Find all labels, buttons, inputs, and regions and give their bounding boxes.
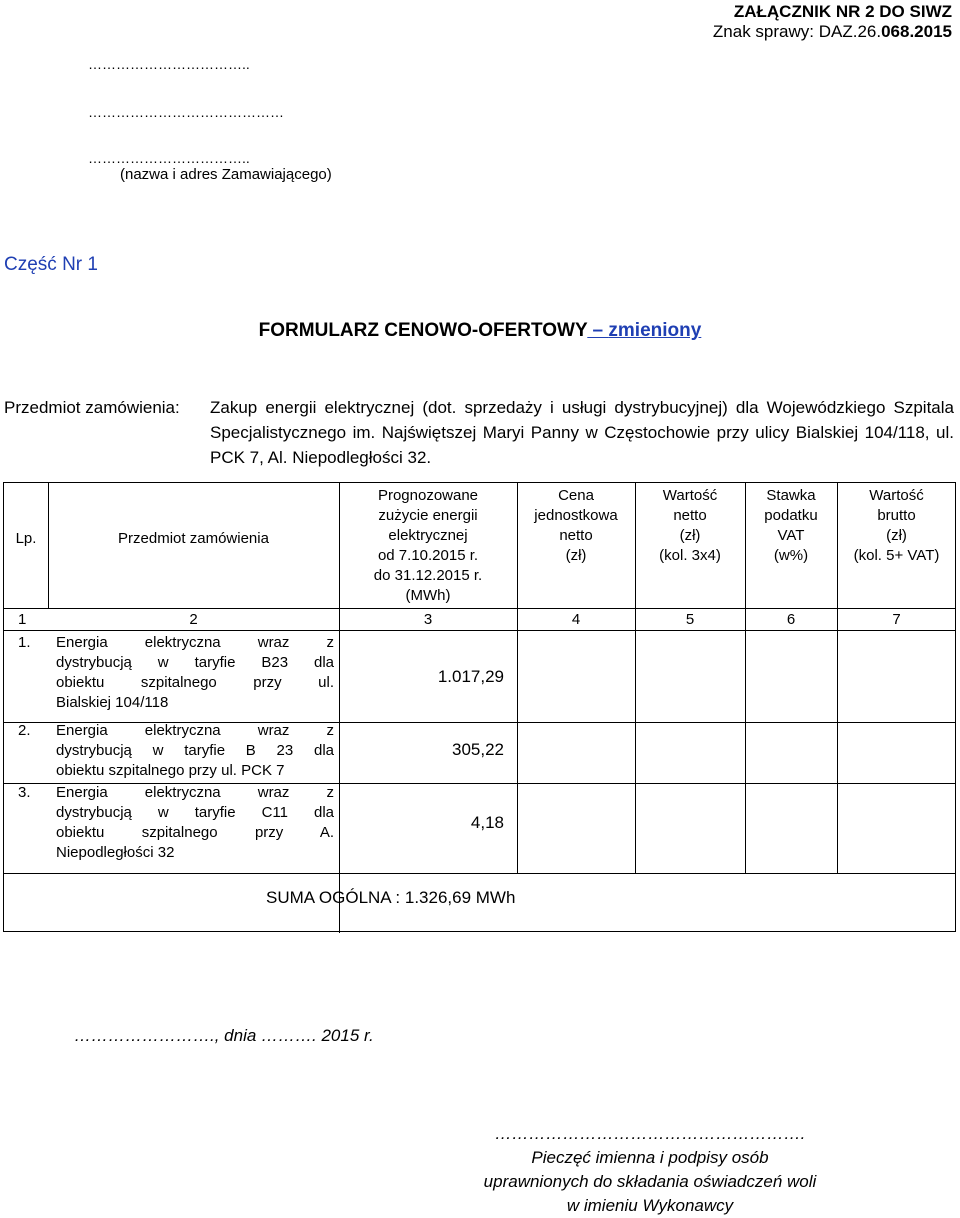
row-3-description: Energia elektryczna wraz z dystrybucją w taryfie C11 dla obiektu szpitalnego przy A. Niepodległości 32 — [56, 784, 334, 861]
price-table — [3, 482, 956, 932]
header-vat-rate: Stawka podatku VAT (w%) — [764, 487, 818, 564]
signature-dots: ………………………………………………. — [494, 1124, 806, 1143]
case-number: Znak sprawy: DAZ.26.068.2015 — [712, 22, 952, 41]
total-sum: SUMA OGÓLNA : 1.326,69 MWh — [266, 888, 516, 907]
subject-label: Przedmiot zamówienia: — [4, 398, 180, 417]
contracting-dots-1: …………………………….. — [88, 56, 250, 72]
attachment-label: ZAŁĄCZNIK NR 2 DO SIWZ — [733, 2, 952, 21]
header-lp: Lp. — [15, 530, 37, 547]
header-net-value: Wartość netto (zł) (kol. 3x4) — [659, 487, 721, 564]
col-number-3: 3 — [423, 611, 433, 628]
row-1-forecast: 1.017,29 — [437, 667, 504, 686]
signature-line-2: uprawnionych do składania oświadczeń woli — [483, 1172, 817, 1191]
subject-text: Zakup energii elektrycznej (dot. sprzedaży i usługi dystrybucyjnej) dla Wojewódzkiego Szpitala Specjalistycznego im. Najświętszej Maryi Panny w Częstochowie przy ulicy Bialskiej 104/118, ul. PCK 7, Al. Niepodległości 32. — [210, 398, 954, 467]
row-2-lp: 2. — [18, 722, 31, 739]
signature-block — [440, 1122, 860, 1218]
row-2-description: Energia elektryczna wraz z dystrybucją w taryfie B 23 dla obiektu szpitalnego przy ul. PCK 7 — [56, 722, 334, 779]
header-forecast: Prognozowane zużycie energii elektrycznej od 7.10.2015 r. do 31.12.2015 r. (MWh) — [373, 487, 483, 604]
subject-section — [4, 395, 956, 470]
document-header — [713, 2, 952, 42]
part-heading: Część Nr 1 — [4, 254, 98, 275]
signature-line-1: Pieczęć imienna i podpisy osób — [531, 1148, 769, 1167]
place-date-line: ……………………., dnia ………. 2015 r. — [74, 1026, 374, 1045]
form-title: FORMULARZ CENOWO-OFERTOWY – zmieniony — [258, 320, 702, 341]
contracting-label: (nazwa i adres Zamawiającego) — [120, 166, 332, 183]
signature-line-3: w imieniu Wykonawcy — [566, 1196, 734, 1215]
col-number-7: 7 — [892, 611, 901, 628]
row-3-lp: 3. — [18, 784, 31, 801]
row-2-forecast: 305,22 — [452, 740, 504, 759]
contracting-dots-2: …………………………………… — [88, 104, 284, 120]
col-number-6: 6 — [786, 611, 796, 628]
row-1-lp: 1. — [18, 634, 31, 651]
contracting-dots-3: …………………………….. — [88, 150, 250, 166]
row-1-description: Energia elektryczna wraz z dystrybucją w taryfie B23 dla obiektu szpitalnego przy ul. Bialskiej 104/118 — [56, 634, 334, 711]
col-number-5: 5 — [685, 611, 695, 628]
header-gross-value: Wartość brutto (zł) (kol. 5+ VAT) — [853, 487, 940, 564]
col-number-1: 1 — [18, 611, 27, 628]
header-subject: Przedmiot zamówienia — [118, 530, 269, 547]
col-number-4: 4 — [571, 611, 581, 628]
header-unit-price: Cena jednostkowa netto (zł) — [534, 487, 618, 564]
row-3-forecast: 4,18 — [470, 813, 504, 832]
col-number-2: 2 — [189, 611, 198, 628]
